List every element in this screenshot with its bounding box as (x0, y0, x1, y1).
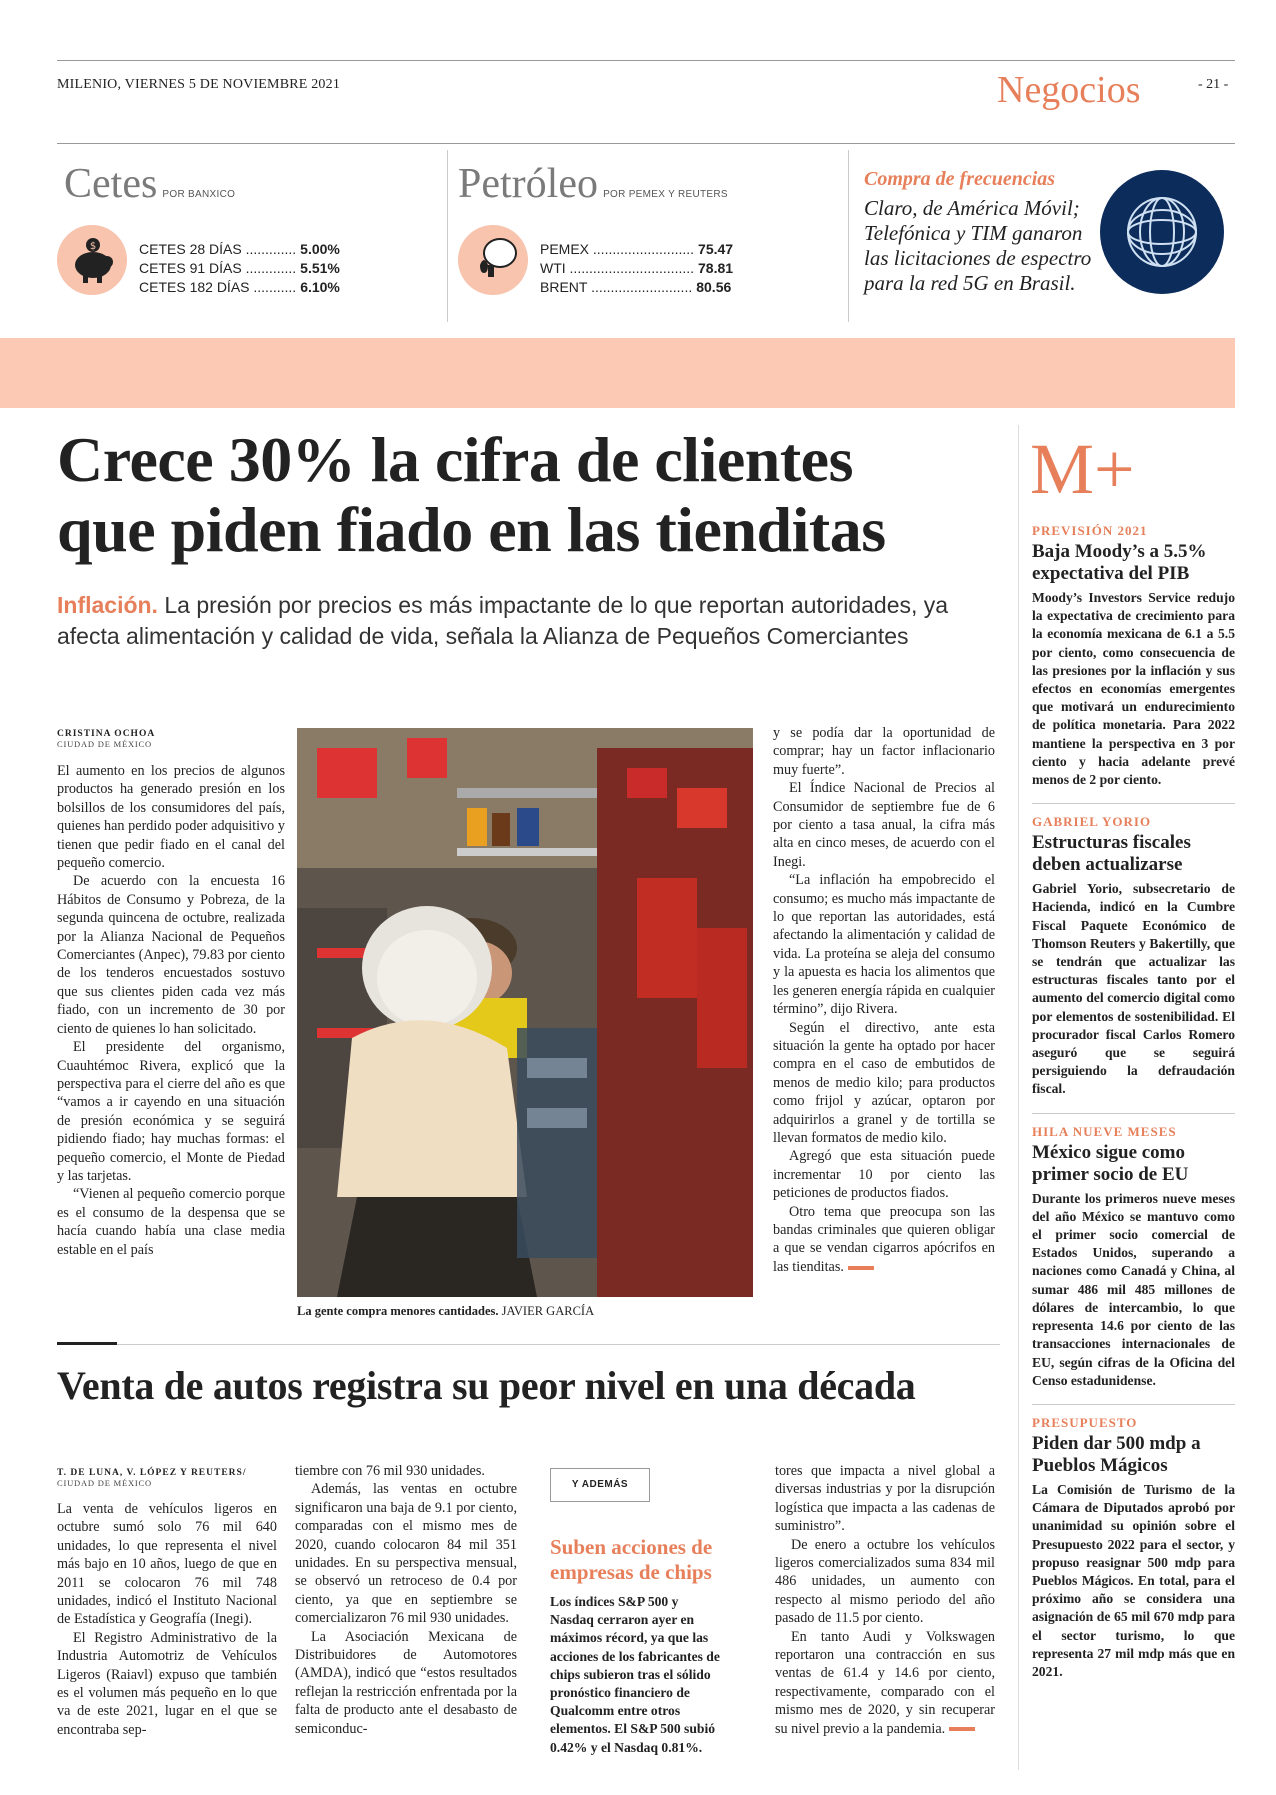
market-row (540, 278, 733, 297)
sidebar-item (1032, 1113, 1235, 1390)
byline-place: CIUDAD DE MÉXICO (57, 739, 152, 749)
paragraph (773, 1203, 995, 1277)
market-dots: ............. (241, 260, 297, 276)
chips-text: Los índices S&P 500 y Nasdaq cerraron ayer en máximos récord, ya que las acciones de los fabricantes de chips subieron tras el sólido pronóstico financiero de Qualcomm entre otros elementos. El S&P 500 subió 0.42% y el Nasdaq 0.81%. (550, 1594, 720, 1755)
caption-credit: JAVIER GARCÍA (498, 1304, 595, 1318)
paragraph (57, 1185, 285, 1259)
market-row (540, 259, 733, 278)
paragraph (295, 1480, 517, 1627)
sidebar-kicker: GABRIEL YORIO (1032, 814, 1152, 830)
paragraph-text: La Asociación Mexicana de Distribuidores de Automotores (AMDA), indicó que “estos resultados reflejan la restricción enfrentada por la falta de producto ante el desabasto de semiconduc- (295, 1628, 517, 1737)
paragraph (295, 1628, 517, 1738)
cetes-title: Cetes (64, 161, 158, 207)
end-mark (949, 1727, 975, 1731)
sidebar-item (1032, 523, 1235, 789)
market-value: 6.10% (300, 279, 340, 295)
byline-author: T. DE LUNA, V. LÓPEZ Y REUTERS/ (57, 1468, 247, 1478)
main-headline (57, 425, 1007, 565)
sidebar-divider (1018, 425, 1019, 1770)
market-label: CETES 91 DÍAS (139, 260, 242, 276)
sidebar-rule (1032, 803, 1235, 804)
headline-line: que piden fiado en las tienditas (57, 494, 886, 565)
paragraph (57, 872, 285, 1038)
paragraph-text: El aumento en los precios de algunos productos ha generado presión en los bolsillos de los consumidores del país, quienes han perdido poder adquisitivo y tienen que pedir fiado en el canal del pequeño comercio. (57, 763, 285, 872)
market-row (139, 240, 340, 259)
headline-line: Crece 30% la cifra de clientes (57, 424, 853, 495)
dateline: MILENIO, VIERNES 5 DE NOVIEMBRE 2021 (57, 77, 341, 92)
paragraph-text: Además, las ventas en octubre significaron una baja de 9.1 por ciento, comparadas con el mismo mes de 2020, cuando colocaron 84 mil 351 unidades. En su perspectiva mensual, se observó un retroceso de 0.4 por ciento, ya que en septiembre se comercializaron 76 mil 930 unidades. (295, 1481, 517, 1627)
paragraph-text: “La inflación ha empobrecido el consumo; es mucho más impactante de lo que reportan las autoridades, está afectando la alimentación y calidad de vida. La proteína se aleja del consumo y la apuesta es hacia los alimentos que les generen energía rápida en cualquier término”, dijo Rivera. (773, 872, 995, 1018)
piggy-bank-icon (57, 225, 127, 295)
paragraph-text: El Registro Administrativo de la Industria Automotriz de Vehículos Ligeros (Raiavl) expuso que también es el volumen más pequeño en lo que va de este 2021, lugar en el que se encontraba sep- (57, 1629, 277, 1738)
second-column-4 (775, 1462, 995, 1738)
market-label: CETES 182 DÍAS (139, 279, 250, 295)
market-value: 5.51% (300, 260, 340, 276)
y-ademas-label: Y ADEMÁS (550, 1468, 650, 1502)
sidebar-title: Estructuras fiscales deben actualizarse (1032, 832, 1191, 876)
chips-title: Suben acciones de empresas de chips (550, 1535, 713, 1584)
sidebar-rule (1032, 1113, 1235, 1114)
globe-logo-icon (1100, 170, 1224, 294)
second-column-2 (295, 1462, 517, 1738)
section-rule (57, 1344, 1000, 1345)
sidebar-rule (1032, 1404, 1235, 1405)
paragraph (773, 871, 995, 1018)
paragraph (57, 762, 285, 872)
ad-band (0, 338, 1235, 408)
sidebar-text: Moody’s Investors Service redujo la expectativa de crecimiento para la economía mexicana de 6.1 a 5.5 por ciento, como consecuencia de las presiones por la inflación y sus efectos en economías emergentes que motivará un endurecimiento de política monetaria. Para 2022 mantiene la perspectiva en 3 por ciento y hacia adelante prevé menos de 2 por ciento. (1032, 590, 1235, 788)
main-column-2 (773, 724, 995, 1276)
header-rule (57, 143, 1235, 144)
market-value: 78.81 (698, 260, 734, 276)
sidebar-title: Baja Moody’s a 5.5% expectativa del PIB (1032, 541, 1207, 584)
market-label: PEMEX (540, 241, 590, 257)
paragraph-text: “Vienen al pequeño comercio porque es el consumo de la despensa que se hacía cuando había una clase media estable en el país (57, 1186, 285, 1258)
cetes-table (139, 240, 340, 297)
page-number: - 21 - (1198, 77, 1229, 92)
section-title: Negocios (997, 69, 1141, 111)
caption-text: La gente compra menores cantidades. (297, 1304, 499, 1318)
byline-place: CIUDAD DE MÉXICO (57, 1478, 152, 1488)
promo-title: Compra de frecuencias (864, 168, 1056, 190)
paragraph (773, 1019, 995, 1148)
paragraph-text: Agregó que esta situación puede incrementar 10 por ciento las peticiones de productos fiados. (773, 1148, 995, 1202)
paragraph (773, 779, 995, 871)
paragraph-text: Según el directivo, ante esta situación la gente ha optado por hacer compra en el caso de embutidos de menos de medio kilo; para productos como frijol y azúcar, optaron por adquirirlos a granel y de tortilla se llevan formatos de medio kilo. (773, 1019, 995, 1146)
sidebar-item (1032, 803, 1235, 1098)
main-column-1 (57, 762, 285, 1259)
store-photo (297, 728, 753, 1297)
paragraph (775, 1536, 995, 1628)
sidebar-kicker: PRESUPUESTO (1032, 1414, 1138, 1430)
market-dots: .......................... (589, 241, 695, 257)
market-row (540, 240, 733, 259)
oil-drop-icon (458, 225, 528, 295)
svg-text:$: $ (89, 241, 97, 252)
end-mark (848, 1266, 874, 1270)
sidebar-kicker: PREVISIÓN 2021 (1032, 523, 1148, 538)
paragraph-text: y se podía dar la oportunidad de comprar; hay un factor inflacionario muy fuerte”. (773, 725, 995, 778)
cetes-source: POR BANXICO (162, 189, 236, 200)
market-row (139, 278, 340, 297)
byline-author: CRISTINA OCHOA (57, 729, 156, 739)
sidebar-text: La Comisión de Turismo de la Cámara de Diputados aprobó por unanimidad su opinión sobre el Presupuesto 2022 para el sector, y propuso reasignar 500 mdp para Pueblos Mágicos. En total, para el próximo año se considera una asignación de 65 mil 670 mdp para el sector turismo, lo que representa 27 mil mdp más que en 2021. (1032, 1481, 1235, 1679)
sidebar-text: Gabriel Yorio, subsecretario de Hacienda, indicó en la Cumbre Fiscal Paquete Económico de Thomson Reuters y Bakertilly, que se tendrán que actualizar las estructuras fiscales tanto por el aumento del comercio digital como por elementos de sostenibilidad. El procurador fiscal Carlos Romero aseguró que se seguirá persiguiendo la defraudación fiscal. (1032, 881, 1235, 1097)
sidebar-item (1032, 1404, 1235, 1681)
section-rule-accent (57, 1342, 117, 1345)
main-byline (57, 729, 155, 749)
market-dots: ........... (249, 279, 297, 295)
market-value: 80.56 (696, 279, 732, 295)
paragraph (773, 1147, 995, 1202)
deck-text: La presión por precios es más impactante de lo que reportan autoridades, ya afecta alimentación y calidad de vida, señala la Alianza de Pequeños Comerciantes (57, 592, 949, 649)
photo-caption (297, 1304, 594, 1319)
second-headline: Venta de autos registra su peor nivel en una década (57, 1363, 916, 1408)
sidebar-title: Piden dar 500 mdp a Pueblos Mágicos (1032, 1432, 1201, 1476)
deck-kicker: Inflación. (57, 592, 158, 618)
paragraph-text: La venta de vehículos ligeros en octubre sumó solo 76 mil 640 unidades, lo que representa el nivel más bajo en 10 años, luego de que en 2011 se colocaron 76 mil 748 unidades, indicó el Instituto Nacional de Estadística y Geografía (Inegi). (57, 1501, 277, 1628)
petroleo-table (540, 240, 733, 297)
paragraph (775, 1628, 995, 1738)
top-rule (57, 60, 1235, 61)
second-column-1 (57, 1500, 277, 1739)
market-label: BRENT (540, 279, 588, 295)
second-byline (57, 1468, 246, 1488)
market-label: CETES 28 DÍAS (139, 241, 242, 257)
paragraph-text: Otro tema que preocupa son las bandas criminales que quieren obligar a que se vendan cigarros apócrifos en las tienditas. (773, 1203, 995, 1275)
petroleo-source: POR PEMEX Y REUTERS (603, 189, 728, 200)
market-value: 75.47 (698, 241, 734, 257)
paragraph-text: tiembre con 76 mil 930 unidades. (295, 1463, 485, 1479)
cetes-block (64, 160, 235, 208)
sidebar-kicker: HILA NUEVE MESES (1032, 1123, 1177, 1139)
paragraph (773, 724, 995, 779)
paragraph (57, 1038, 285, 1185)
petroleo-title: Petróleo (458, 161, 598, 207)
promo-text: Claro, de América Móvil; Telefónica y TIM ganaron las licitaciones de espectro para la red 5G en Brasil. (864, 196, 1092, 295)
market-dots: ............. (241, 241, 297, 257)
paragraph (57, 1629, 277, 1739)
paragraph (775, 1462, 995, 1536)
paragraph-text: El Índice Nacional de Precios al Consumidor de septiembre fue de 6 por ciento a tasa anual, la cifra más alta en cinco meses, de acuerdo con el Inegi. (773, 780, 995, 870)
market-value: 5.00% (300, 241, 340, 257)
market-row (139, 259, 340, 278)
market-dots: .......................... (587, 279, 693, 295)
sidebar-title: México sigue como primer socio de EU (1032, 1141, 1189, 1185)
paragraph (295, 1462, 517, 1480)
sidebar (1032, 523, 1235, 1695)
market-label: WTI (540, 260, 566, 276)
paragraph-text: tores que impacta a nivel global a diversas industrias y por la disrupción logística que impacta a las cadenas de suministro”. (775, 1463, 995, 1535)
paragraph-text: En tanto Audi y Volkswagen reportaron una contracción en sus ventas de 61.4 y 14.6 por ciento, respectivamente, comparado con el mismo mes de 2020, y sin recuperar su nivel previo a la pandemia. (775, 1628, 995, 1737)
main-deck (57, 590, 1007, 652)
column-separator (447, 150, 448, 322)
paragraph-text: De enero a octubre los vehículos ligeros comercializados suma 834 mil 486 unidades, un aumento con respecto al mismo periodo del año pasado de 11.5 por ciento. (775, 1536, 995, 1627)
paragraph (57, 1500, 277, 1629)
paragraph-text: El presidente del organismo, Cuauhtémoc Rivera, explicó que la perspectiva para el cierre del año es que “vamos a ir cayendo en una situación de presión económica y se seguirá pidiendo fiado; hay muchas formas: el pequeño comercio, el Monte de Piedad y las tarjetas. (57, 1039, 285, 1184)
m-plus-logo: M+ (1030, 429, 1135, 509)
sidebar-text: Durante los primeros nueve meses del año México se mantuvo como el primer socio comercial de Estados Unidos, superando a naciones como Canadá y China, al sumar 486 mil 485 millones de dólares de intercambio, lo que representa 14.6 por ciento de las transacciones internacionales de EU, según cifras de la Oficina del Censo estadunidense. (1032, 1190, 1235, 1388)
market-dots: ................................ (565, 260, 695, 276)
paragraph-text: De acuerdo con la encuesta 16 Hábitos de Consumo y Pobreza, de la segunda quincena de octubre, realizada por la Alianza Nacional de Pequeños Comerciantes (Anpec), 79.83 por ciento de los tenderos encuestados sostuvo que sus clientes piden cada vez más fiado, con un incremento de 30 por ciento de quienes lo han solicitado. (57, 873, 285, 1037)
column-separator (848, 150, 849, 322)
petroleo-block (458, 160, 728, 208)
